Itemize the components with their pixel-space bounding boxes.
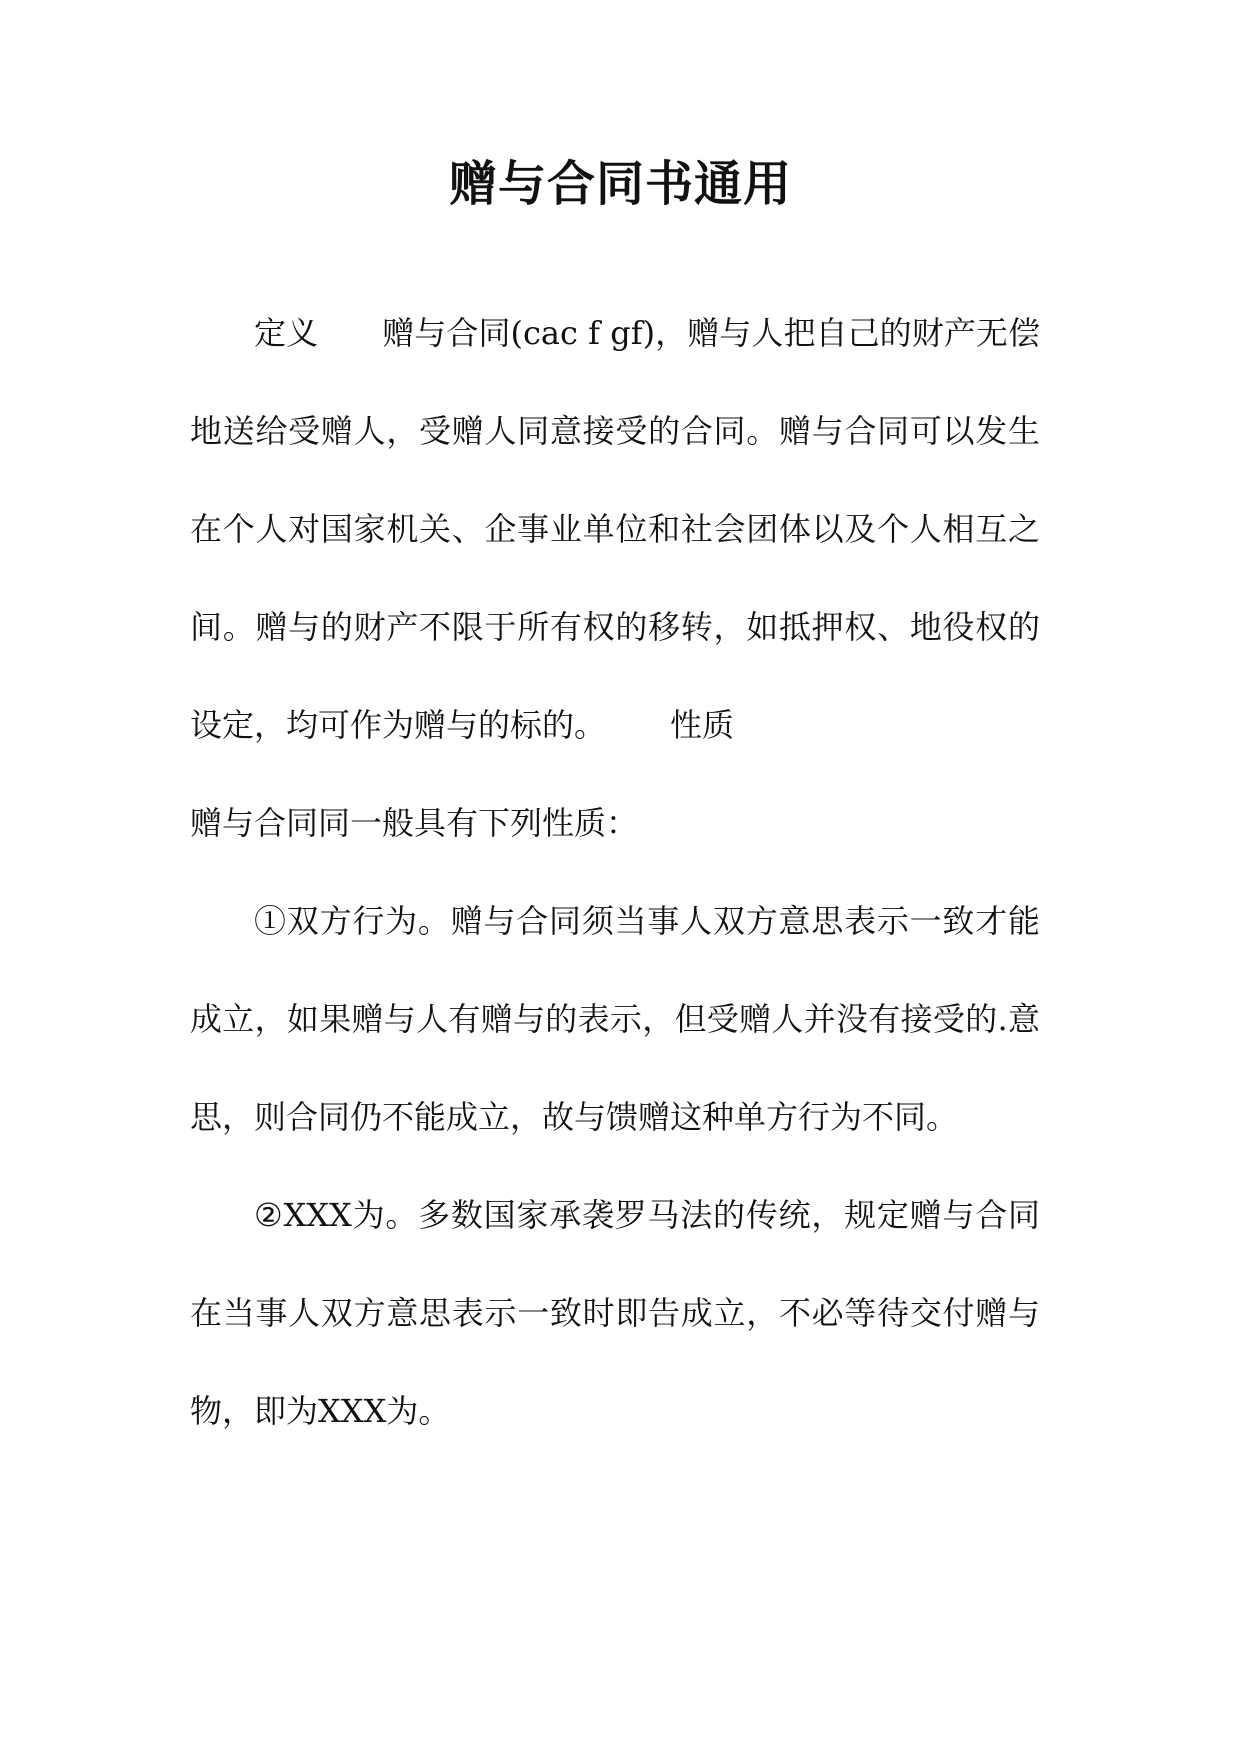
section-label-definition: 定义 [254, 314, 319, 352]
paragraph-text: 赠与合同(cac f gf)，赠与人把自己的财产无偿地送给受赠人，受赠人同意接受的合同。赠与合同可以发生在个人对国家机关、企事业单位和社会团体以及个人相互之间。赠与的财产不限于所有权的移转，如抵押权、地役权的设定，均可作为赠与的标的。 [190, 314, 1040, 744]
paragraph-text: ②XXX为。多数国家承袭罗马法的传统，规定赠与合同在当事人双方意思表示一致时即告成立，不必等待交付赠与物，即为XXX为。 [190, 1196, 1040, 1430]
document-title: 赠与合同书通用 [448, 156, 792, 212]
paragraph-bilateral [190, 872, 1040, 1166]
section-label-nature: 性质 [670, 706, 735, 744]
paragraph-text: ①双方行为。赠与合同须当事人双方意思表示一致才能成立，如果赠与人有赠与的表示，但受赠人并没有接受的.意思，则合同仍不能成立，故与馈赠这种单方行为不同。 [190, 902, 1040, 1136]
paragraph-consensual [190, 1166, 1040, 1460]
paragraph-definition [190, 284, 1040, 774]
paragraph-text: 赠与合同同一般具有下列性质： [190, 804, 639, 842]
paragraph-nature-intro [190, 774, 1040, 872]
document-body [190, 284, 1040, 1460]
